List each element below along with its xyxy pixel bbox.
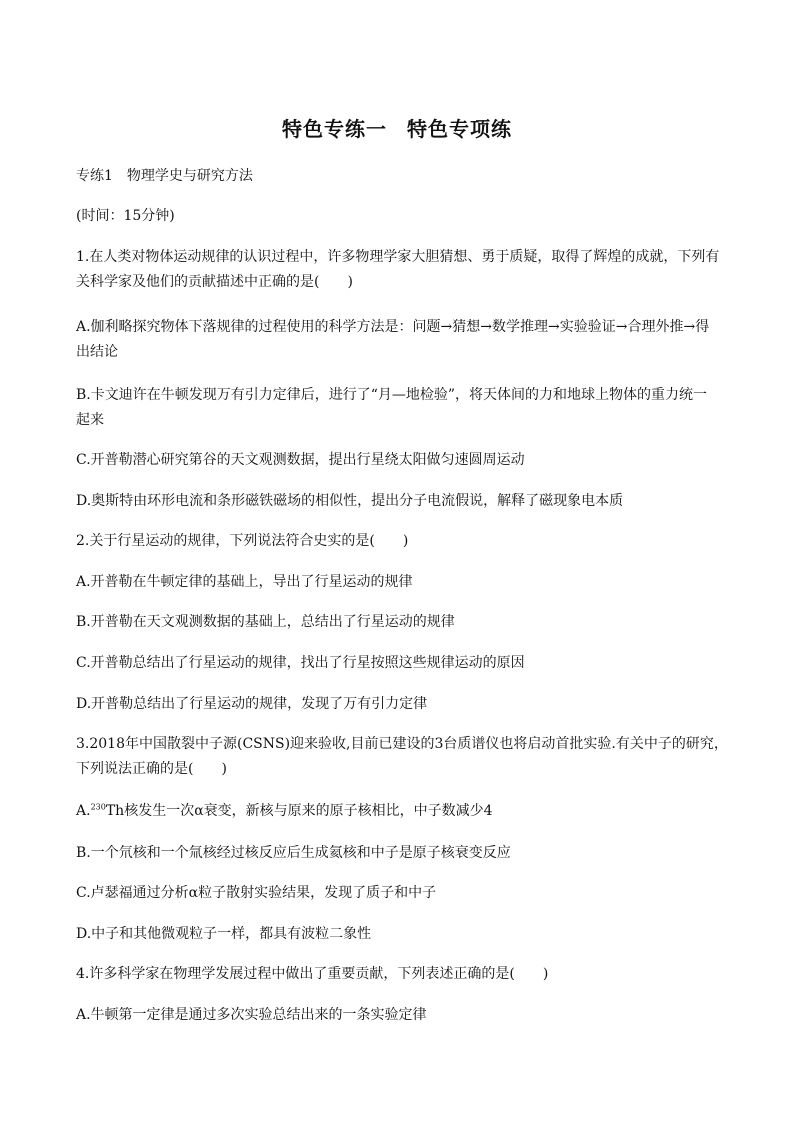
page-title [0, 113, 794, 142]
question-3-option-c: C.卢瑟福通过分析α粒子散射实验结果，发现了质子和中子 [76, 885, 437, 901]
question-1-option-d: D.奥斯特由环形电流和条形磁铁磁场的相似性，提出分子电流假说，解释了磁现象电本质 [76, 493, 624, 509]
question-4-stem: 4.许多科学家在物理学发展过程中做出了重要贡献，下列表述正确的是( ) [76, 966, 549, 982]
question-1-option-b-line-2: 起来 [76, 412, 104, 428]
isotope-mass-number: 230 [90, 802, 106, 812]
title-part-1: 特色专练一 [282, 117, 387, 141]
question-3-option-a-text: Th核发生一次α衰变，新核与原来的原子核相比，中子数减少4 [105, 803, 493, 819]
time-note: (时间：15分钟) [76, 208, 175, 224]
question-2-option-d: D.开普勒总结出了行星运动的规律，发现了万有引力定律 [76, 696, 428, 712]
question-3-option-a [76, 799, 726, 823]
question-1-stem-line-2: 关科学家及他们的贡献描述中正确的是( ) [76, 274, 353, 290]
section-heading: 专练1 物理学史与研究方法 [76, 168, 253, 184]
question-3-option-b: B.一个氘核和一个氚核经过核反应后生成氦核和中子是原子核衰变反应 [76, 845, 511, 861]
question-1-option-b-line-1: B.卡文迪许在牛顿发现万有引力定律后，进行了“月—地检验”，将天体间的力和地球上物体的重力统一 [76, 387, 708, 403]
question-2-stem: 2.关于行星运动的规律，下列说法符合史实的是( ) [76, 533, 409, 549]
question-2-option-a: A.开普勒在牛顿定律的基础上，导出了行星运动的规律 [76, 574, 413, 590]
question-2-option-c: C.开普勒总结出了行星运动的规律，找出了行星按照这些规律运动的原因 [76, 655, 525, 671]
question-4-option-a: A.牛顿第一定律是通过多次实验总结出来的一条实验定律 [76, 1007, 427, 1023]
title-part-2: 特色专项练 [407, 117, 512, 141]
question-2-option-b: B.开普勒在天文观测数据的基础上，总结出了行星运动的规律 [76, 614, 455, 630]
question-1-option-c: C.开普勒潜心研究第谷的天文观测数据，提出行星绕太阳做匀速圆周运动 [76, 452, 525, 468]
question-1-option-a-line-2: 出结论 [76, 344, 118, 360]
question-3-stem-line-2: 下列说法正确的是( ) [76, 761, 227, 777]
question-3-stem-line-1: 3.2018年中国散裂中子源(CSNS)迎来验收,目前已建设的3台质谱仪也将启动首批实验.有关中子的研究， [76, 736, 728, 752]
question-3-option-a-prefix: A. [76, 803, 91, 819]
question-3-option-d: D.中子和其他微观粒子一样，都具有波粒二象性 [76, 926, 372, 942]
question-1-option-a-line-1: A.伽利略探究物体下落规律的过程使用的科学方法是：问题→猜想→数学推理→实验验证→合理外推→得 [76, 319, 710, 335]
question-1-stem-line-1: 1.在人类对物体运动规律的认识过程中，许多物理学家大胆猜想、勇于质疑，取得了辉煌的成就，下列有 [76, 249, 720, 265]
